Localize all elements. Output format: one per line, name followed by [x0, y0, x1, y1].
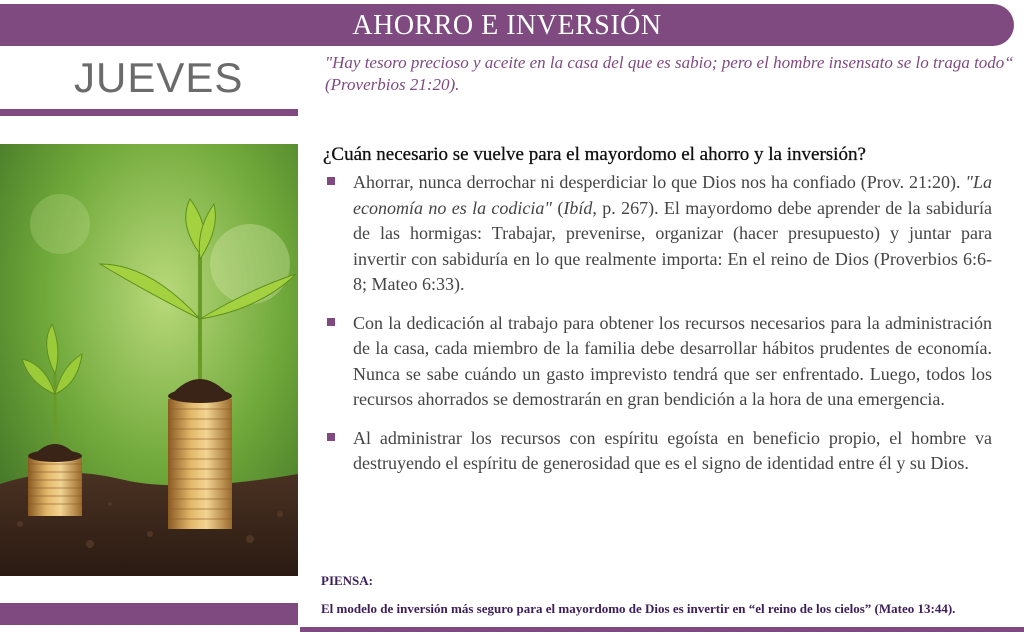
day-underline [0, 109, 298, 116]
piensa-underline [300, 627, 1024, 632]
bullet-item: Ahorrar, nunca derrochar ni desperdiciar lo que Dios nos ha confiado (Prov. 21:20). "La economía no es la codicia" (Ibíd, p. 267). El mayordomo debe aprender de la sabiduría de las hormigas: Trabajar, prevenirse, organizar (hacer presupuesto) y juntar para invertir con sabiduría en lo que realmente importa: En el reino de Dios (Proverbios 6:6-8; Mateo 6:33). [327, 170, 992, 298]
day-label: JUEVES [74, 54, 244, 101]
bullet-item: Con la dedicación al trabajo para obtener los recursos necesarios para la administración de la casa, cada miembro de la familia debe desarrollar hábitos prudentes de economía. Nunca se sabe cuándo un gasto imprevisto tendrá que ser enfrentado. Luego, todos los recursos ahorrados se demostrarán en gran bendición a la hora de una emergencia. [327, 311, 992, 413]
piensa-label: PIENSA: [321, 573, 374, 588]
page-title: AHORRO E INVERSIÓN [352, 10, 662, 41]
square-bullet-icon [327, 433, 335, 441]
question-heading: ¿Cuán necesario se vuelve para el mayordomo el ahorro y la inversión? [323, 144, 866, 165]
square-bullet-icon [327, 177, 335, 185]
bottom-accent-bar [0, 603, 298, 625]
coins-plants-photo [0, 144, 298, 576]
bullet-item: Al administrar los recursos con espíritu egoísta en beneficio propio, el hombre va destruyendo el espíritu de generosidad que es el signo de identidad entre él y su Dios. [327, 426, 992, 477]
square-bullet-icon [327, 318, 335, 326]
bullet-list [327, 170, 992, 490]
bible-quote: "Hay tesoro precioso y aceite en la casa del que es sabio; pero el hombre insensato se lo traga todo“ (Proverbios 21:20). [325, 53, 1014, 94]
piensa-text: El modelo de inversión más seguro para el mayordomo de Dios es invertir en “el reino de los cielos” (Mateo 13:44). [321, 601, 956, 616]
